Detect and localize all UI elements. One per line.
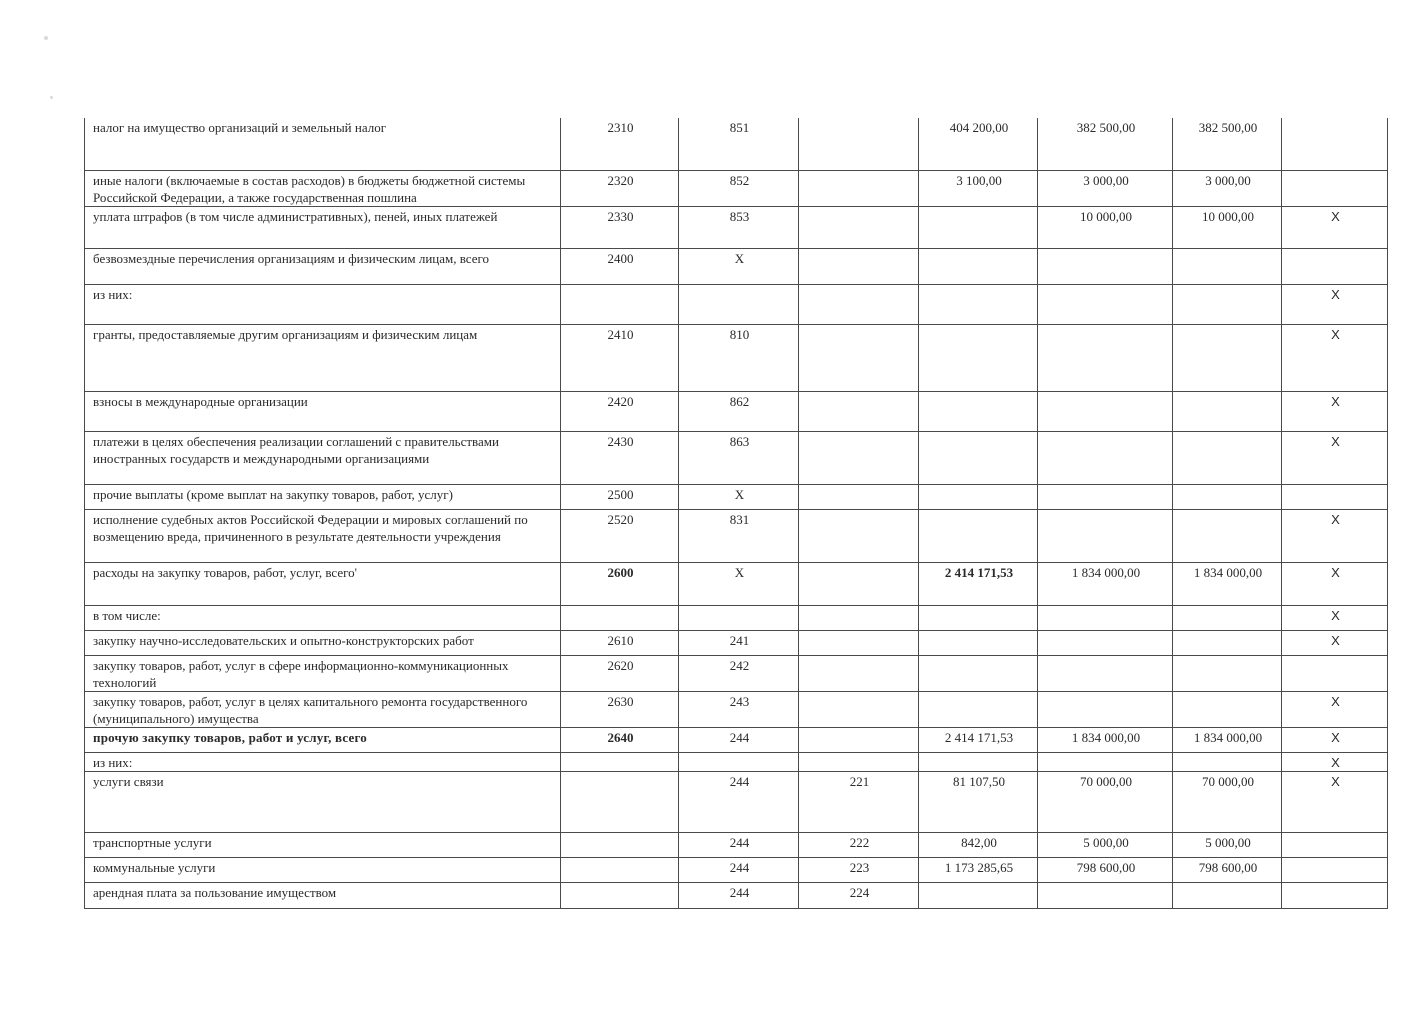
row-kbk-code: 853 bbox=[679, 206, 799, 248]
row-kbk-code: 851 bbox=[679, 118, 799, 170]
row-description: иные налоги (включаемые в состав расходов) в бюджеты бюджетной системы Российской Федерации, а также государственная пошлина bbox=[85, 170, 561, 206]
row-mark: X bbox=[1282, 605, 1388, 630]
row-kbk-code: 244 bbox=[679, 882, 799, 908]
row-kosgu-code bbox=[799, 562, 919, 605]
row-amount-current-year: 2 414 171,53 bbox=[919, 562, 1038, 605]
row-amount-next-year: 10 000,00 bbox=[1038, 206, 1173, 248]
row-description: расходы на закупку товаров, работ, услуг, всего' bbox=[85, 562, 561, 605]
row-amount-next-year: 3 000,00 bbox=[1038, 170, 1173, 206]
row-amount-current-year: 842,00 bbox=[919, 832, 1038, 857]
row-code: 2430 bbox=[561, 431, 679, 484]
row-amount-next-year: 382 500,00 bbox=[1038, 118, 1173, 170]
row-kosgu-code bbox=[799, 206, 919, 248]
row-amount-current-year: 2 414 171,53 bbox=[919, 727, 1038, 752]
row-kbk-code: 243 bbox=[679, 691, 799, 727]
row-amount-current-year bbox=[919, 655, 1038, 691]
row-amount-current-year bbox=[919, 484, 1038, 509]
row-description: безвозмездные перечисления организациям и физическим лицам, всего bbox=[85, 248, 561, 284]
row-mark: X bbox=[1282, 431, 1388, 484]
table-row bbox=[85, 431, 1388, 484]
row-code: 2400 bbox=[561, 248, 679, 284]
row-amount-next-year bbox=[1038, 248, 1173, 284]
table-row bbox=[85, 248, 1388, 284]
table-row bbox=[85, 391, 1388, 431]
row-code bbox=[561, 882, 679, 908]
row-mark: X bbox=[1282, 206, 1388, 248]
table-row bbox=[85, 691, 1388, 727]
table-row bbox=[85, 562, 1388, 605]
row-kosgu-code: 221 bbox=[799, 771, 919, 832]
row-mark: X bbox=[1282, 324, 1388, 391]
row-mark bbox=[1282, 118, 1388, 170]
row-amount-second-year: 382 500,00 bbox=[1173, 118, 1282, 170]
row-description: из них: bbox=[85, 752, 561, 771]
row-code bbox=[561, 857, 679, 882]
row-kbk-code: 852 bbox=[679, 170, 799, 206]
row-amount-next-year bbox=[1038, 752, 1173, 771]
row-kosgu-code: 224 bbox=[799, 882, 919, 908]
row-amount-second-year bbox=[1173, 630, 1282, 655]
row-amount-next-year: 798 600,00 bbox=[1038, 857, 1173, 882]
row-amount-current-year bbox=[919, 605, 1038, 630]
table-row bbox=[85, 857, 1388, 882]
row-amount-second-year bbox=[1173, 752, 1282, 771]
row-kbk-code: 831 bbox=[679, 509, 799, 562]
scan-speck bbox=[44, 36, 48, 40]
table-row bbox=[85, 771, 1388, 832]
row-mark: X bbox=[1282, 771, 1388, 832]
row-amount-second-year: 798 600,00 bbox=[1173, 857, 1282, 882]
row-amount-next-year bbox=[1038, 484, 1173, 509]
row-description: в том числе: bbox=[85, 605, 561, 630]
row-kosgu-code: 222 bbox=[799, 832, 919, 857]
row-amount-next-year bbox=[1038, 284, 1173, 324]
row-mark: X bbox=[1282, 391, 1388, 431]
row-amount-current-year bbox=[919, 391, 1038, 431]
row-amount-second-year bbox=[1173, 509, 1282, 562]
row-amount-second-year bbox=[1173, 431, 1282, 484]
row-amount-second-year: 5 000,00 bbox=[1173, 832, 1282, 857]
row-amount-second-year: 1 834 000,00 bbox=[1173, 562, 1282, 605]
row-kbk-code: 862 bbox=[679, 391, 799, 431]
scan-speck bbox=[50, 96, 53, 99]
row-kbk-code: 244 bbox=[679, 857, 799, 882]
row-kosgu-code bbox=[799, 727, 919, 752]
table-body bbox=[85, 118, 1388, 908]
row-description: закупку научно-исследовательских и опытно-конструкторских работ bbox=[85, 630, 561, 655]
row-amount-current-year bbox=[919, 882, 1038, 908]
row-amount-current-year bbox=[919, 206, 1038, 248]
row-amount-second-year bbox=[1173, 605, 1282, 630]
row-code bbox=[561, 771, 679, 832]
row-mark bbox=[1282, 248, 1388, 284]
row-description: взносы в международные организации bbox=[85, 391, 561, 431]
row-code: 2600 bbox=[561, 562, 679, 605]
row-kosgu-code bbox=[799, 509, 919, 562]
table-row bbox=[85, 630, 1388, 655]
row-amount-current-year: 404 200,00 bbox=[919, 118, 1038, 170]
row-kosgu-code bbox=[799, 324, 919, 391]
row-amount-next-year bbox=[1038, 509, 1173, 562]
row-code: 2630 bbox=[561, 691, 679, 727]
row-code: 2330 bbox=[561, 206, 679, 248]
row-kbk-code: X bbox=[679, 248, 799, 284]
row-mark bbox=[1282, 484, 1388, 509]
row-mark bbox=[1282, 832, 1388, 857]
row-amount-next-year bbox=[1038, 655, 1173, 691]
row-amount-next-year bbox=[1038, 431, 1173, 484]
row-kbk-code: 244 bbox=[679, 727, 799, 752]
row-amount-second-year: 1 834 000,00 bbox=[1173, 727, 1282, 752]
row-code bbox=[561, 752, 679, 771]
row-amount-second-year bbox=[1173, 391, 1282, 431]
table-row bbox=[85, 484, 1388, 509]
row-kosgu-code: 223 bbox=[799, 857, 919, 882]
row-mark: X bbox=[1282, 509, 1388, 562]
row-kbk-code bbox=[679, 752, 799, 771]
row-kosgu-code bbox=[799, 248, 919, 284]
table-row bbox=[85, 284, 1388, 324]
table-row bbox=[85, 655, 1388, 691]
row-kbk-code: 244 bbox=[679, 832, 799, 857]
row-amount-next-year bbox=[1038, 324, 1173, 391]
row-amount-second-year bbox=[1173, 284, 1282, 324]
row-description: прочую закупку товаров, работ и услуг, всего bbox=[85, 727, 561, 752]
row-description: исполнение судебных актов Российской Федерации и мировых соглашений по возмещению вреда, причиненного в результате деятельности учреждения bbox=[85, 509, 561, 562]
row-amount-second-year bbox=[1173, 484, 1282, 509]
row-description: закупку товаров, работ, услуг в сфере информационно-коммуникационных технологий bbox=[85, 655, 561, 691]
row-amount-current-year bbox=[919, 324, 1038, 391]
row-amount-second-year bbox=[1173, 324, 1282, 391]
row-kosgu-code bbox=[799, 605, 919, 630]
row-kbk-code: 244 bbox=[679, 771, 799, 832]
row-kosgu-code bbox=[799, 118, 919, 170]
row-description: из них: bbox=[85, 284, 561, 324]
row-mark: X bbox=[1282, 752, 1388, 771]
row-kbk-code bbox=[679, 605, 799, 630]
row-kosgu-code bbox=[799, 630, 919, 655]
row-mark: X bbox=[1282, 630, 1388, 655]
row-amount-next-year bbox=[1038, 882, 1173, 908]
row-amount-current-year bbox=[919, 509, 1038, 562]
row-code: 2500 bbox=[561, 484, 679, 509]
row-code: 2520 bbox=[561, 509, 679, 562]
row-amount-second-year bbox=[1173, 655, 1282, 691]
table-row bbox=[85, 118, 1388, 170]
row-kbk-code: 242 bbox=[679, 655, 799, 691]
row-description: налог на имущество организаций и земельный налог bbox=[85, 118, 561, 170]
row-code: 2620 bbox=[561, 655, 679, 691]
row-amount-next-year bbox=[1038, 691, 1173, 727]
budget-expenses-table bbox=[84, 118, 1388, 909]
table-row bbox=[85, 832, 1388, 857]
row-amount-next-year: 1 834 000,00 bbox=[1038, 727, 1173, 752]
row-code: 2610 bbox=[561, 630, 679, 655]
row-kbk-code: X bbox=[679, 484, 799, 509]
table-row bbox=[85, 605, 1388, 630]
row-kosgu-code bbox=[799, 752, 919, 771]
row-amount-current-year: 3 100,00 bbox=[919, 170, 1038, 206]
row-amount-second-year bbox=[1173, 248, 1282, 284]
row-amount-next-year bbox=[1038, 391, 1173, 431]
row-description: платежи в целях обеспечения реализации соглашений с правительствами иностранных государств и международными организациями bbox=[85, 431, 561, 484]
row-kosgu-code bbox=[799, 391, 919, 431]
row-description: гранты, предоставляемые другим организациям и физическим лицам bbox=[85, 324, 561, 391]
row-amount-second-year bbox=[1173, 691, 1282, 727]
row-amount-current-year bbox=[919, 284, 1038, 324]
row-amount-next-year: 70 000,00 bbox=[1038, 771, 1173, 832]
row-kosgu-code bbox=[799, 691, 919, 727]
row-kosgu-code bbox=[799, 284, 919, 324]
row-description: прочие выплаты (кроме выплат на закупку товаров, работ, услуг) bbox=[85, 484, 561, 509]
row-kosgu-code bbox=[799, 431, 919, 484]
table-row bbox=[85, 206, 1388, 248]
table-row bbox=[85, 882, 1388, 908]
row-kosgu-code bbox=[799, 655, 919, 691]
row-mark: X bbox=[1282, 727, 1388, 752]
row-kbk-code bbox=[679, 284, 799, 324]
table-row bbox=[85, 509, 1388, 562]
row-amount-current-year: 81 107,50 bbox=[919, 771, 1038, 832]
row-mark bbox=[1282, 655, 1388, 691]
row-description: уплата штрафов (в том числе административных), пеней, иных платежей bbox=[85, 206, 561, 248]
row-description: услуги связи bbox=[85, 771, 561, 832]
row-kosgu-code bbox=[799, 170, 919, 206]
row-kosgu-code bbox=[799, 484, 919, 509]
row-description: транспортные услуги bbox=[85, 832, 561, 857]
row-amount-second-year: 70 000,00 bbox=[1173, 771, 1282, 832]
row-mark bbox=[1282, 882, 1388, 908]
row-description: закупку товаров, работ, услуг в целях капитального ремонта государственного (муниципального) имущества bbox=[85, 691, 561, 727]
table-row bbox=[85, 170, 1388, 206]
row-amount-next-year: 1 834 000,00 bbox=[1038, 562, 1173, 605]
row-mark: X bbox=[1282, 691, 1388, 727]
row-amount-current-year bbox=[919, 752, 1038, 771]
row-description: арендная плата за пользование имуществом bbox=[85, 882, 561, 908]
row-amount-second-year: 3 000,00 bbox=[1173, 170, 1282, 206]
row-amount-next-year bbox=[1038, 605, 1173, 630]
row-mark: X bbox=[1282, 284, 1388, 324]
row-code bbox=[561, 284, 679, 324]
row-amount-current-year: 1 173 285,65 bbox=[919, 857, 1038, 882]
row-amount-current-year bbox=[919, 431, 1038, 484]
row-code: 2420 bbox=[561, 391, 679, 431]
row-amount-current-year bbox=[919, 248, 1038, 284]
table-row bbox=[85, 324, 1388, 391]
table-row bbox=[85, 727, 1388, 752]
table-row bbox=[85, 752, 1388, 771]
row-amount-next-year bbox=[1038, 630, 1173, 655]
row-amount-second-year bbox=[1173, 882, 1282, 908]
row-description: коммунальные услуги bbox=[85, 857, 561, 882]
row-mark bbox=[1282, 857, 1388, 882]
row-kbk-code: 810 bbox=[679, 324, 799, 391]
row-code bbox=[561, 605, 679, 630]
row-amount-next-year: 5 000,00 bbox=[1038, 832, 1173, 857]
row-code: 2320 bbox=[561, 170, 679, 206]
row-code: 2640 bbox=[561, 727, 679, 752]
row-amount-current-year bbox=[919, 691, 1038, 727]
row-amount-second-year: 10 000,00 bbox=[1173, 206, 1282, 248]
row-mark: X bbox=[1282, 562, 1388, 605]
row-kbk-code: 863 bbox=[679, 431, 799, 484]
row-code: 2410 bbox=[561, 324, 679, 391]
row-code: 2310 bbox=[561, 118, 679, 170]
row-mark bbox=[1282, 170, 1388, 206]
row-kbk-code: X bbox=[679, 562, 799, 605]
row-code bbox=[561, 832, 679, 857]
row-amount-current-year bbox=[919, 630, 1038, 655]
row-kbk-code: 241 bbox=[679, 630, 799, 655]
